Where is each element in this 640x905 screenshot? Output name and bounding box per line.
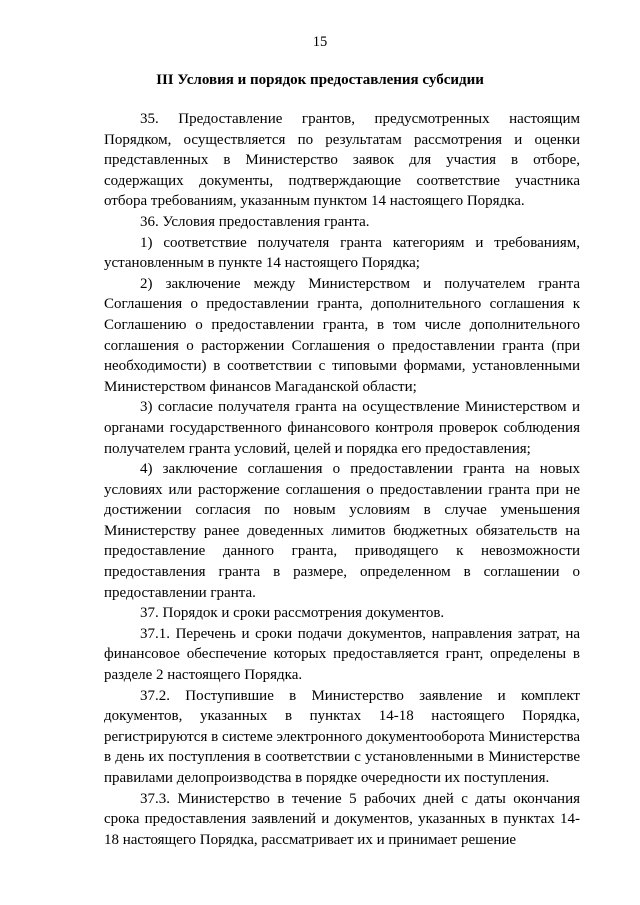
paragraph-36-item-4: 4) заключение соглашения о предоставлении гранта на новых условиях или расторжение соглашения о предоставлении гранта при не достижении согласия по новым условиям в случае уменьшения Министерству ранее доведенных лимитов бюджетных обязательств на предоставление данного гранта, приводящего к невозможности предоставления гранта в размере, определенном в соглашении о предоставлении гранта. xyxy=(104,461,580,601)
page-number: 15 xyxy=(312,34,328,50)
paragraph-36-item-1: 1) соответствие получателя гранта категориям и требованиям, установленным в пункте 14 настоящего Порядка; xyxy=(104,234,580,272)
paragraph-37: 37. Порядок и сроки рассмотрения документов. xyxy=(140,605,445,622)
document-body xyxy=(104,109,580,850)
paragraph-37-3: 37.3. Министерство в течение 5 рабочих дней с даты окончания срока предоставления заявлений и документов, указанных в пунктах 14-18 настоящего Порядка, рассматривает их и принимает решение xyxy=(104,790,580,848)
paragraph-36-item-2: 2) заключение между Министерством и получателем гранта Соглашения о предоставлении гранта, дополнительного соглашения к Соглашению о предоставлении гранта, в том числе дополнительного соглашения о расторжении Соглашения о предоставлении гранта (при необходимости) в соответствии с типовыми формами, установленными Министерством финансов Магаданской области; xyxy=(104,275,580,395)
paragraph-36: 36. Условия предоставления гранта. xyxy=(140,213,370,230)
paragraph-37-2: 37.2. Поступившие в Министерство заявление и комплект документов, указанных в пунктах 14-18 настоящего Порядка, регистрируются в системе электронного документооборота Министерства в день их поступления в соответствии с установленными в Министерстве правилами делопроизводства в порядке очередности их поступления. xyxy=(104,687,580,786)
paragraph-35: 35. Предоставление грантов, предусмотренных настоящим Порядком, осуществляется по результатам рассмотрения и оценки представленных в Министерство заявок для участия в отборе, содержащих документы, подтверждающие соответствие участника отбора требованиям, указанным пунктом 14 настоящего Порядка. xyxy=(104,111,580,210)
paragraph-37-1: 37.1. Перечень и сроки подачи документов, направления затрат, на финансовое обеспечение которых предоставляется грант, определены в разделе 2 настоящего Порядка. xyxy=(104,625,580,684)
section-heading: III Условия и порядок предоставления субсидии xyxy=(156,72,484,88)
paragraph-36-item-3: 3) согласие получателя гранта на осуществление Министерством и органами государственного финансового контроля проверок соблюдения получателем гранта условий, целей и порядка его предоставления; xyxy=(104,399,580,457)
